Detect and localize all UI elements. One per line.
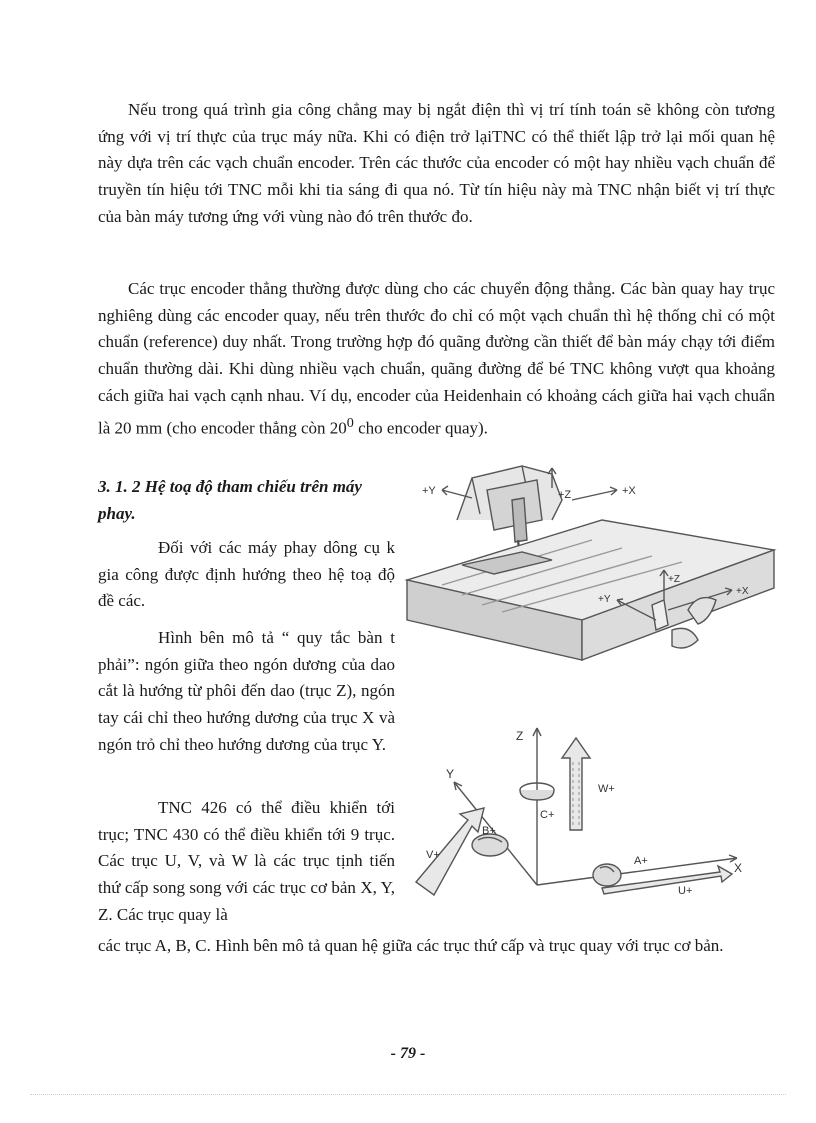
axes-diagram-figure [402,710,780,925]
fig2-label-c: C+ [540,809,555,821]
fig2-label-z: Z [516,729,524,743]
paragraph-encoder-types: Các trục encoder thẳng thường được dùng cho các chuyển động thẳng. Các bàn quay hay trục nghiêng dùng các encoder quay, nếu trên thước đo chỉ có một vạch chuẩn thì hệ thống chỉ có một chuẩn (reference) duy nhất. Trong trường hợp đó quãng đường cần thiết để bàn máy chạy tới điểm chuẩn thường dài. Khi dùng nhiều vạch chuẩn, quãng đường để bé TNC không vượt qua khoảng cách giữa hai vạch cạnh nhau. Ví dụ, encoder của Heidenhain có khoảng cách giữa hai vạch chuẩn là 20 mm (cho encoder thẳng còn $20^0$ cho encoder quay). [98,279,775,438]
paragraph-right-hand-rule: Hình bên mô tả “ quy tắc bàn t phải”: ngón giữa theo ngón dương của dao cắt là hướng từ phôi đến dao (trục Z), ngón tay cái chỉ theo hướng dương của trục X và ngón trỏ chỉ theo hướng dương của trục Y. [98,628,395,754]
fig2-label-a: A+ [634,855,648,867]
fig1-label-y-hand: +Y [598,594,611,605]
footer-divider [30,1094,786,1095]
paragraph-axes-relation: các trục A, B, C. Hình bên mô tả quan hệ giữa các trục thứ cấp và trục quay với trục cơ bản. [98,936,724,955]
fig1-label-x: +X [622,485,636,497]
fig2-label-x: X [734,861,743,875]
axes-diagram-illustration [402,710,780,925]
paragraph-power-loss: Nếu trong quá trình gia công chẳng may bị ngắt điện thì vị trí tính toán sẽ không còn tương ứng với vị trí thực của trục máy nữa. Khi có điện trở lạiTNC có thể thiết lập trở lại mối quan hệ này dựa trên các vạch chuẩn encoder. Trên các thước của encoder có một hay nhiều vạch chuẩn để truyền tín hiệu tới TNC mỗi khi tia sáng đi qua nó. Từ tín hiệu này mà TNC nhận biết vị trí thực của bàn máy tương ứng với vùng nào đó trên thước đo. [98,100,775,226]
fig2-label-v: V+ [426,849,440,861]
paragraph-tnc-axes: TNC 426 có thể điều khiển tới trục; TNC 430 có thể điều khiển tới 9 trục. Các trục U, V, và W là các trục tịnh tiến thứ cấp song song với các trục cơ bản X, Y, Z. Các trục quay là [98,798,395,924]
milling-machine-figure [402,460,780,703]
paragraph-milling-orientation: Đối với các máy phay dông cụ k gia công được định hướng theo hệ toạ độ đề các. [98,538,395,611]
fig1-label-z: +Z [558,489,572,501]
fig2-label-y: Y [446,767,455,781]
fig2-label-b: B+ [482,825,496,837]
milling-machine-illustration [402,460,780,703]
fig2-label-w: W+ [598,783,615,795]
page-number: - 79 - [390,1045,426,1062]
fig1-label-x-hand: +X [736,586,749,597]
fig1-label-y: +Y [422,485,436,497]
section-heading: 3. 1. 2 Hệ toạ độ tham chiếu trên máy phay. [98,477,362,523]
fig1-label-z-hand: +Z [668,574,680,585]
fig2-label-u: U+ [678,885,693,897]
